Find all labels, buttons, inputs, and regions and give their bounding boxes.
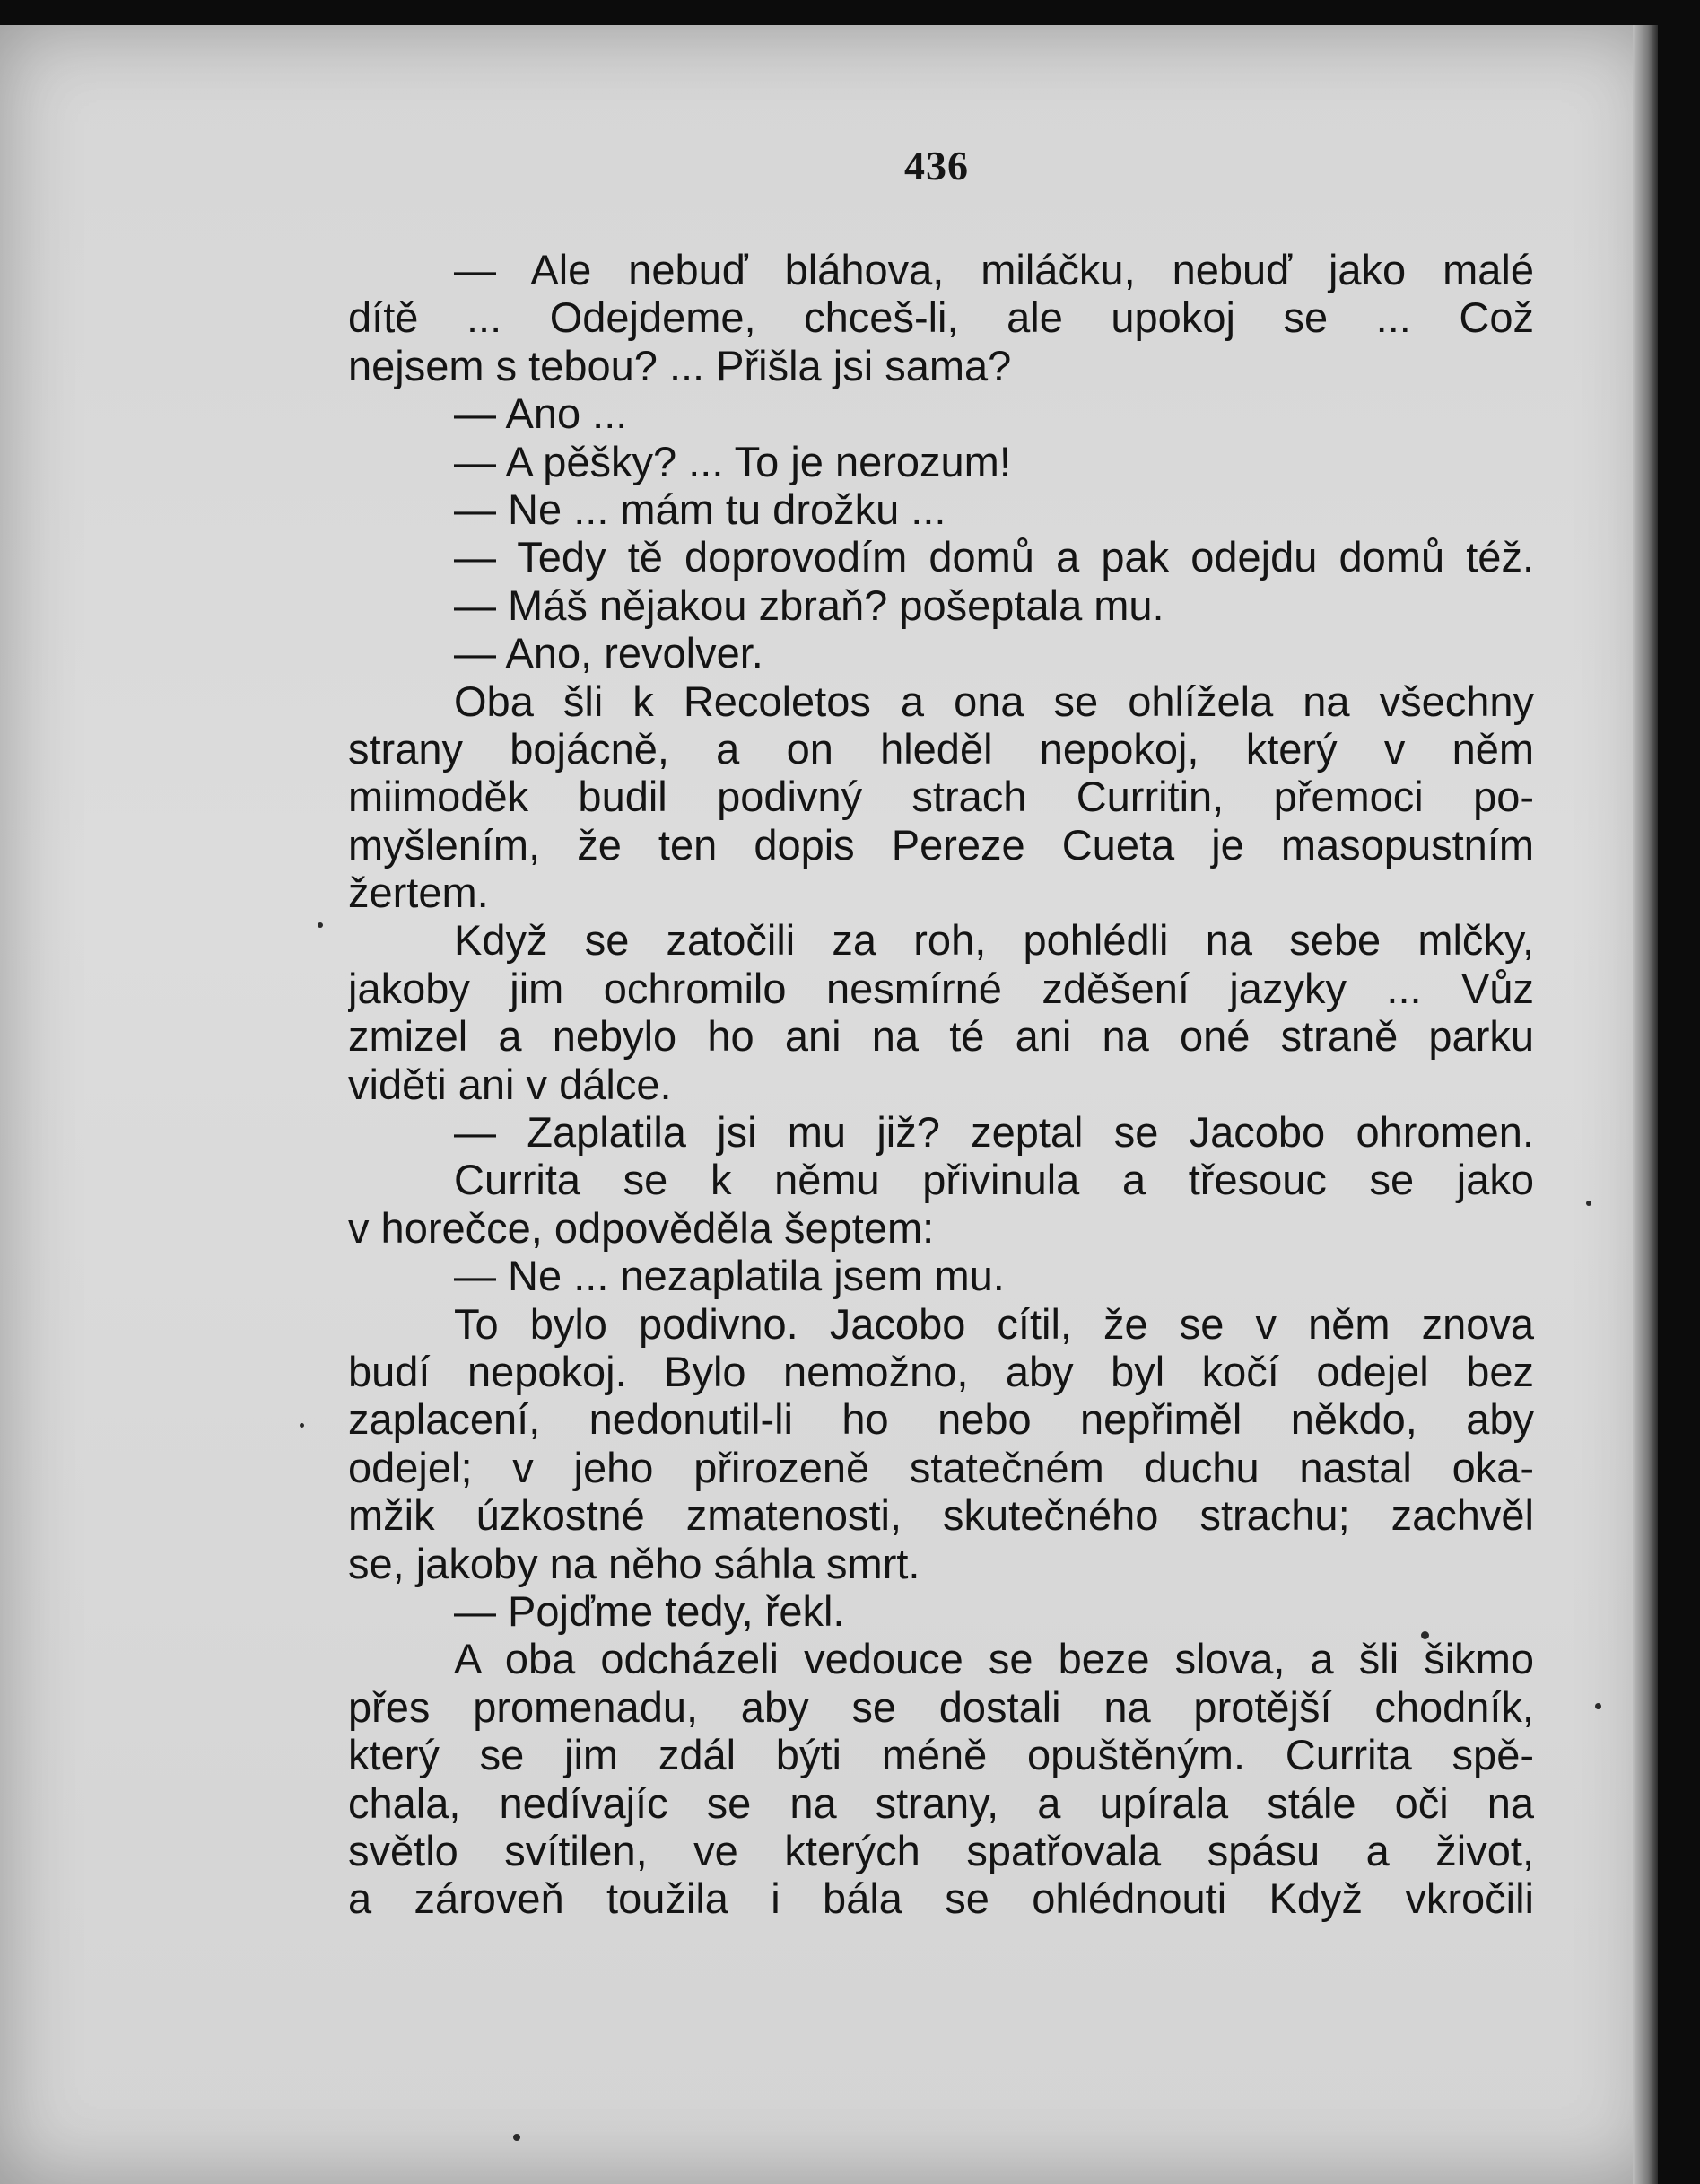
page-edge-shadow (1633, 25, 1658, 2184)
text-line: odejel; v jeho přirozeně statečném duchu nastal oka- (348, 1443, 1534, 1491)
text-line: — Ne ... mám tu drožku ... (454, 485, 946, 533)
text-line: To bylo podivno. Jacobo cítil, že se v něm znova (454, 1299, 1534, 1348)
text-line: žertem. (348, 869, 489, 917)
text-line: v horečce, odpověděla šeptem: (348, 1203, 935, 1252)
text-line: — Pojďme tedy, řekl. (454, 1586, 845, 1635)
ink-speck (1586, 1201, 1591, 1206)
ink-speck (513, 2134, 520, 2141)
text-line: dítě ... Odejdeme, chceš-li, ale upokoj se ... Což (348, 293, 1534, 342)
text-line: A oba odcházeli vedouce se beze slova, a šli šikmo (454, 1635, 1534, 1683)
text-line: — Ano, revolver. (454, 629, 763, 677)
text-line: Když se zatočili za roh, pohlédli na sebe mlčky, (454, 916, 1534, 965)
text-line: mžik úzkostné zmatenosti, skutečného strachu; zachvěl (348, 1491, 1534, 1540)
text-line: zaplacení, nedonutil-li ho nebo nepřiměl někdo, aby (348, 1395, 1534, 1444)
text-line: budí nepokoj. Bylo nemožno, aby byl kočí odejel bez (348, 1347, 1534, 1395)
text-line: nejsem s tebou? ... Přišla jsi sama? (348, 341, 1012, 389)
text-line: Currita se k němu přivinula a třesouc se jako (454, 1156, 1534, 1204)
text-line: strany bojácně, a on hleděl nepokoj, který v něm (348, 724, 1534, 773)
text-line: myšlením, že ten dopis Pereze Cueta je masopustním (348, 820, 1534, 869)
text-line: — Ale nebuď bláhova, miláčku, nebuď jako malé (454, 246, 1534, 293)
text-line: se, jakoby na něho sáhla smrt. (348, 1539, 920, 1587)
text-line: — Tedy tě doprovodím domů a pak odejdu domů též. (454, 533, 1534, 581)
text-line: Oba šli k Recoletos a ona se ohlížela na všechny (454, 677, 1534, 725)
page-number: 436 (904, 143, 969, 188)
text-line: jakoby jim ochromilo nesmírné zděšení jazyky ... Vůz (348, 964, 1534, 1012)
text-line: přes promenadu, aby se dostali na protější chodník, (348, 1682, 1534, 1731)
body-text (348, 246, 1534, 1923)
ink-speck (1595, 1703, 1601, 1709)
text-line: který se jim zdál býti méně opuštěným. Currita spě- (348, 1731, 1534, 1779)
text-line: — Máš nějakou zbraň? pošeptala mu. (454, 581, 1164, 629)
text-line: a zároveň toužila i bála se ohlédnouti Když vkročili (348, 1874, 1534, 1923)
text-line: světlo svítilen, ve kterých spatřovala spásu a život, (348, 1826, 1534, 1874)
ink-speck (300, 1423, 304, 1428)
text-line: chala, nedívajíc se na strany, a upírala stále oči na (348, 1778, 1534, 1827)
text-line: miimoděk budil podivný strach Curritin, přemoci po- (348, 773, 1534, 821)
text-line: — Ne ... nezaplatila jsem mu. (454, 1252, 1005, 1300)
ink-speck (318, 922, 323, 928)
text-line: — Zaplatila jsi mu již? zeptal se Jacobo ohromen. (454, 1108, 1534, 1157)
text-line: — A pěšky? ... To je nerozum! (454, 437, 1011, 485)
text-line: zmizel a nebylo ho ani na té ani na oné straně parku (348, 1012, 1534, 1061)
text-line: viděti ani v dálce. (348, 1060, 672, 1108)
text-line: — Ano ... (454, 389, 628, 438)
